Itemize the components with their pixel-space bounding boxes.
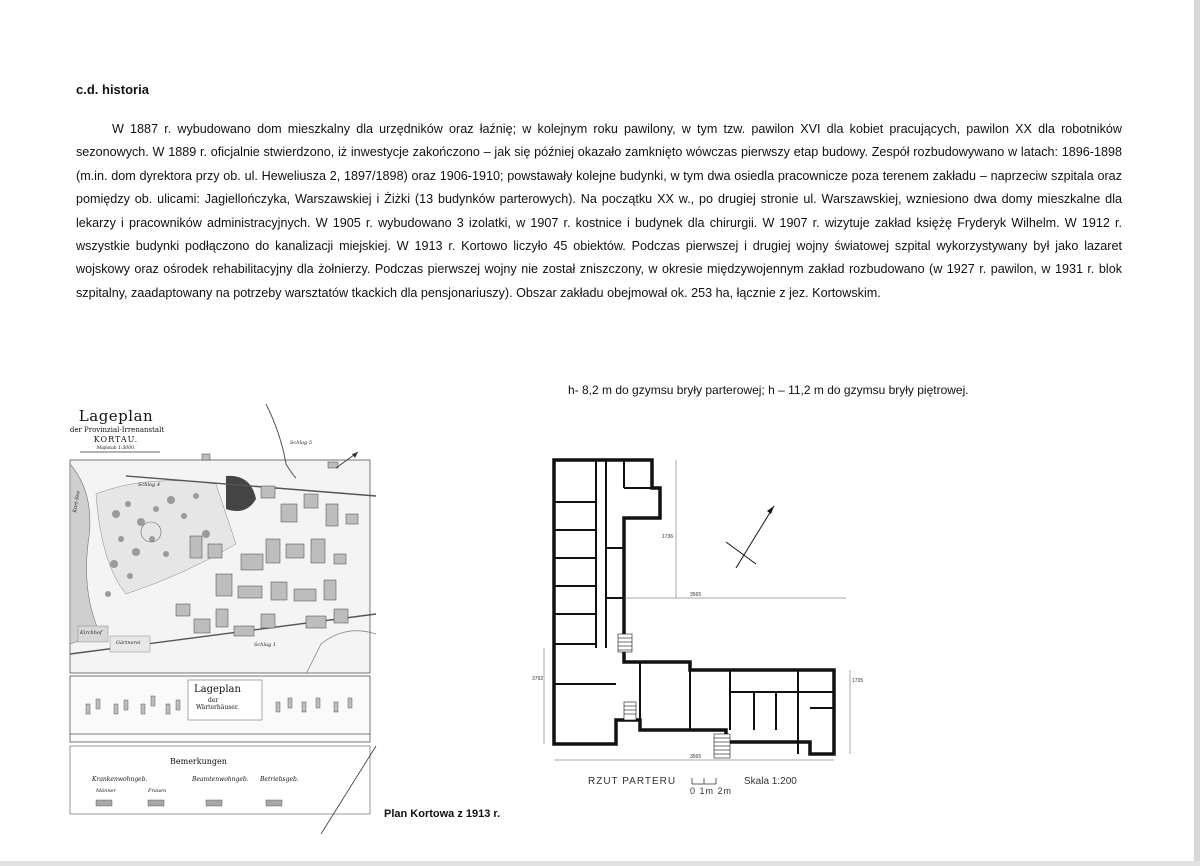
dim-top-vertical: 1736 (662, 534, 674, 540)
label-schlag5: Schlag 5 (290, 440, 312, 446)
wards-plan-subtitle-2: Wärterhäuser. (196, 704, 239, 711)
legend-sub-men: Männer (96, 788, 116, 794)
figure-caption: Plan Kortowa z 1913 r. (384, 808, 501, 820)
page-edge-right (1194, 0, 1200, 866)
site-plan-drawing (66, 404, 386, 834)
dim-middle-horizontal: 3565 (690, 592, 702, 598)
dim-left-vertical: 3792 (532, 676, 544, 682)
floor-plan-figure (532, 448, 880, 808)
history-paragraph: W 1887 r. wybudowano dom mieszkalny dla urzędników oraz łaźnię; w kolejnym roku pawilony, w tym tzw. pawilon XVI dla kobiet pracujących, pawilon XX dla robotników sezonowych. W 1889 r. oficjalnie stwierdzono, iż inwestycje zakończono – jak się później okazało zamknięto wówczas pierwszy etap budowy. Zespół rozbudowywano w latach: 1896-1898 (m.in. dom dyrektora przy ob. ul. Heweliusza 2, 1897/1898) oraz 1906-1910; powstawały kolejne budynki, w tym dwa osiedla pracownicze poza terenem zakładu – naprzeciw szpitala oraz pomiędzy ob. ulicami: Jagiellończyka, Warszawskiej i Żiżki (13 budynków parterowych). Na początku XX w., po drugiej stronie ul. Warszawskiej, wzniesiono dwa domy mieszkalne dla lekarzy i pracowników administracyjnych. W 1905 r. wybudowano 3 izolatki, w 1907 r. kostnice i budynek dla chirurgii. W 1907 r. wizytuje zakład księżę Fryderyk Wilhelm. W 1912 r. wszystkie budynki podłączono do kanalizacji miejskiej. W 1913 r. Kortowo liczyło 45 obiektów. Podczas pierwszej i drugiej wojny światowej szpital wykorzystywany był jako lazaret wojskowy oraz ośrodek rehabilitacyjny dla żołnierzy. Podczas pierwszej wojny nie został zniszczony, w okresie międzywojennym zakład rozbudowano (w 1927 r. pawilon, w 1931 r. blok szpitalny, zaadaptowany na potrzeby warsztatów tkackich dla pensjonariuszy). Obszar zakładu obejmował ok. 253 ha, łącznie z jez. Kortowskim. (76, 122, 1122, 300)
legend-title: Bemerkungen (170, 757, 227, 766)
dim-right-vertical: 1735 (852, 678, 864, 684)
wards-plan-subtitle-1: der (208, 697, 219, 704)
dim-bottom-horizontal: 3565 (690, 754, 702, 760)
height-note: h- 8,2 m do gzymsu bryły parterowej; h – 11,2 m do gzymsu bryły piętrowej. (568, 383, 969, 397)
site-plan-figure (66, 404, 386, 834)
scale-bar-label: 0 1m 2m (690, 786, 733, 796)
page-edge-bottom (0, 861, 1200, 866)
floor-plan-drawing (540, 448, 880, 808)
site-plan-title: Lageplan (78, 407, 154, 425)
section-title: c.d. historia (76, 82, 149, 97)
wards-plan-title: Lageplan (194, 684, 241, 695)
site-plan-place: KORTAU. (93, 435, 139, 444)
legend-label-patients: Krankenwohngeb. (92, 776, 148, 783)
floor-plan-title: RZUT PARTERU (588, 776, 677, 787)
site-plan-scale: Maßstab 1:5000. (96, 446, 136, 451)
label-schlag1: Schlag 1 (254, 642, 276, 648)
label-kortsee: Kort-See (72, 490, 82, 514)
label-gartnerei: Gärtnerei (116, 640, 141, 646)
floor-plan-scale: Skala 1:200 (744, 776, 797, 787)
label-schlag4: Schlag 4 (138, 482, 160, 488)
label-kirchhof: Kirchhof (80, 630, 102, 636)
legend-label-officials: Beamtenwohngeb. (192, 776, 249, 783)
legend-sub-women: Frauen (148, 788, 167, 794)
legend-label-service: Betriebsgeb. (260, 776, 299, 783)
site-plan-subtitle: der Provinzial-Irrenanstalt (69, 426, 165, 434)
